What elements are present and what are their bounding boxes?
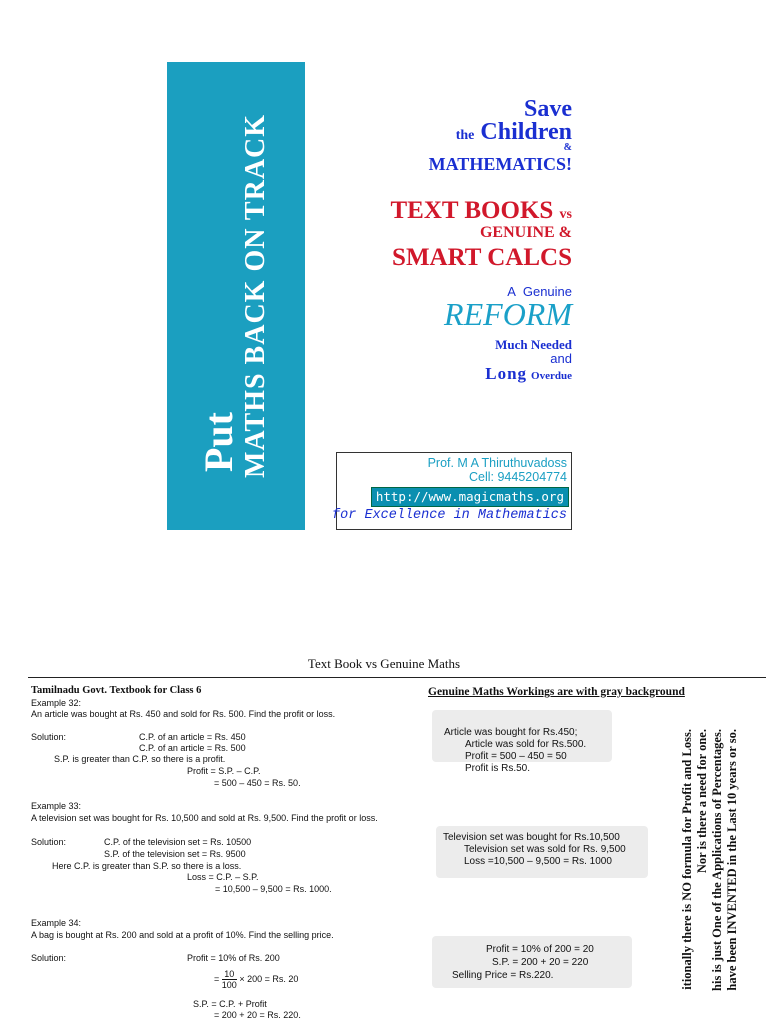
and-text: and	[550, 351, 572, 366]
author-name: Prof. M A Thiruthuvadoss	[427, 456, 567, 470]
side-note-line-4: have been INVENTED in the Last 10 years or so.	[725, 729, 739, 991]
example-33-line-4: Loss = C.P. – S.P.	[187, 872, 259, 882]
side-note-line-1: itionally there is NO formula for Profit and Loss.	[680, 729, 694, 990]
cover-vertical-title	[196, 113, 273, 479]
box3-line-1: Profit = 10% of 200 = 20	[486, 944, 594, 955]
side-note-line-2: Nor is there a need for one.	[695, 729, 709, 874]
fraction-equals: =	[214, 973, 220, 984]
example-33-line-5: = 10,500 – 9,500 = Rs. 1000.	[215, 884, 332, 894]
fraction	[222, 969, 237, 990]
example-34-label: Example 34:	[31, 918, 82, 928]
example-32-line-2: C.P. of an article = Rs. 500	[139, 743, 246, 753]
long-overdue-line	[485, 364, 572, 384]
mathematics-heading: MATHEMATICS!	[428, 154, 572, 174]
box1-line-4: Profit is Rs.50.	[465, 763, 531, 774]
example-32-line-1: C.P. of an article = Rs. 450	[139, 732, 246, 742]
fraction-numerator: 10	[222, 969, 237, 980]
put-text: Put	[196, 412, 241, 473]
save-heading: Save	[524, 96, 572, 122]
vs-text: vs	[559, 207, 572, 222]
box2-line-3: Loss =10,500 – 9,500 = Rs. 1000	[464, 856, 612, 867]
example-33-label: Example 33:	[31, 801, 82, 811]
box2-line-1: Television set was bought for Rs.10,500	[443, 832, 620, 843]
children-text: Children	[480, 119, 572, 145]
textbook-heading: Tamilnadu Govt. Textbook for Class 6	[31, 685, 202, 696]
maths-back-on-track-text: MATHS BACK ON TRACK	[240, 113, 271, 479]
example-32-line-4: Profit = S.P. – C.P.	[187, 766, 261, 776]
side-note-line-3: his is just One of the Applications of Percentages.	[710, 729, 724, 991]
side-note	[680, 729, 740, 991]
fraction-rest: × 200 = Rs. 20	[239, 973, 299, 984]
example-34-line-1: Profit = 10% of Rs. 200	[187, 953, 280, 963]
author-cell: Cell: 9445204774	[469, 470, 567, 484]
example-32-line-5: = 500 – 450 = Rs. 50.	[214, 778, 301, 788]
example-34-solution-label: Solution:	[31, 953, 67, 963]
genuine-box-loss	[436, 826, 648, 878]
box1-line-1: Article was bought for Rs.450;	[444, 727, 578, 738]
genuine-box-selling-price	[432, 936, 632, 988]
overdue-text: Overdue	[531, 370, 572, 382]
reform-heading: REFORM	[444, 296, 572, 332]
box2-line-2: Television set was sold for Rs. 9,500	[464, 844, 626, 855]
genuine-box-profit	[432, 710, 612, 774]
text-books-text: TEXT BOOKS	[390, 197, 554, 224]
example-32-solution-label: Solution:	[31, 732, 67, 742]
example-33-question: A television set was bought for Rs. 10,500 and sold at Rs. 9,500. Find the profit or loss.	[31, 813, 378, 823]
text-books-heading	[391, 197, 573, 225]
example-34-fraction-line	[214, 969, 298, 990]
tagline-text: for Excellence in Mathematics	[332, 508, 567, 523]
website-link[interactable]: http://www.magicmaths.org	[371, 487, 569, 507]
the-text: the	[455, 128, 475, 143]
genuine-maths-heading: Genuine Maths Workings are with gray background	[428, 686, 685, 698]
example-33-line-1: C.P. of the television set = Rs. 10500	[104, 837, 252, 847]
smart-calcs-heading: SMART CALCS	[392, 244, 572, 271]
children-heading	[456, 119, 572, 146]
a-genuine-text: A Genuine	[507, 284, 572, 299]
section-divider	[28, 677, 766, 678]
much-needed-text: Much Needed	[495, 337, 572, 352]
box1-line-2: Article was sold for Rs.500.	[465, 739, 587, 750]
example-32-label: Example 32:	[31, 698, 82, 708]
box3-line-2: S.P. = 200 + 20 = 220	[492, 957, 589, 968]
example-34-line-4: = 200 + 20 = Rs. 220.	[214, 1010, 301, 1020]
ampersand-text: &	[563, 142, 572, 153]
example-33-line-2: S.P. of the television set = Rs. 9500	[104, 849, 246, 859]
cover-title-bar	[167, 62, 305, 530]
example-34-question: A bag is bought at Rs. 200 and sold at a profit of 10%. Find the selling price.	[31, 930, 334, 940]
example-33-line-3: Here C.P. is greater than S.P. so there is a loss.	[52, 861, 242, 871]
example-32-question: An article was bought at Rs. 450 and sold for Rs. 500. Find the profit or loss.	[31, 709, 336, 719]
long-text: Long	[485, 364, 528, 383]
box1-line-3: Profit = 500 – 450 = 50	[465, 751, 567, 762]
genuine-heading-cover: GENUINE &	[479, 224, 572, 241]
example-33-solution-label: Solution:	[31, 837, 67, 847]
box3-line-3: Selling Price = Rs.220.	[452, 970, 554, 981]
example-34-line-3: S.P. = C.P. + Profit	[193, 999, 267, 1009]
contact-box	[332, 452, 572, 530]
section-title: Text Book vs Genuine Maths	[307, 656, 461, 671]
fraction-denominator: 100	[221, 980, 237, 990]
example-32-line-3: S.P. is greater than C.P. so there is a profit.	[54, 754, 226, 764]
